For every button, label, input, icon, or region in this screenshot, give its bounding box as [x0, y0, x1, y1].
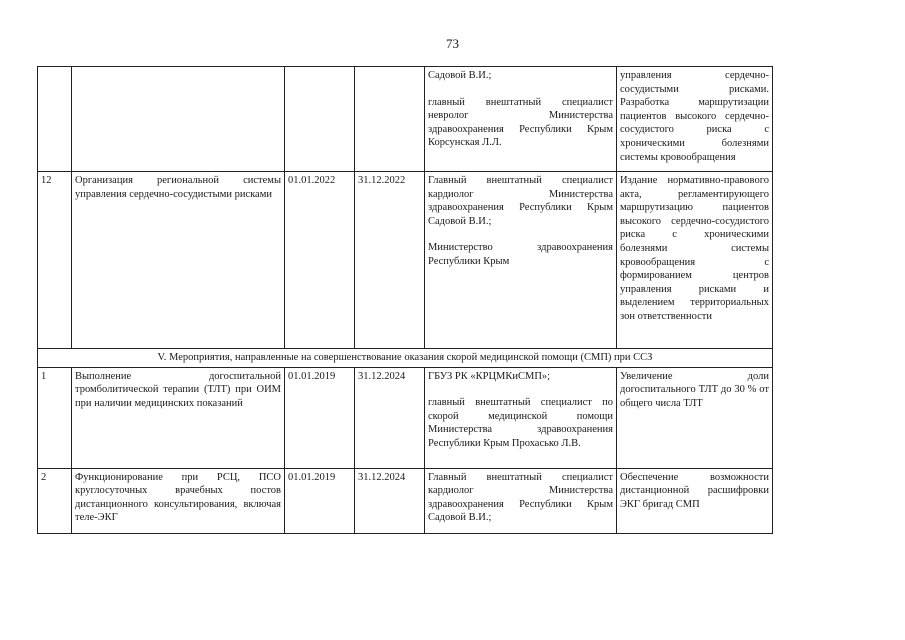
table-row — [38, 468, 773, 533]
expected-result: Обеспечение возможности дистанционной расшифровки ЭКГ бригад СМП — [617, 468, 773, 533]
responsible-primary: Садовой В.И.; — [428, 70, 492, 81]
expected-result: управления сердечно-сосудистыми рисками. Разработка маршрутизации пациентов высокого сердечно-сосудистого риска с хроническими болезнями системы кровообращения — [617, 67, 773, 172]
expected-result: Издание нормативно-правового акта, регламентирующего маршрутизацию пациентов высокого сердечно-сосудистого риска с хроническими болезнями системы кровообращения с формированием центров управления рисками и выделением территориальных зон ответственности — [617, 172, 773, 349]
table-row — [38, 172, 773, 349]
responsible-cell — [425, 367, 617, 468]
measure-name: Выполнение догоспитальной тромболитической терапии (ТЛТ) при ОИМ при наличии медицинских показаний — [72, 367, 285, 468]
row-number: 2 — [38, 468, 72, 533]
row-number: 12 — [38, 172, 72, 349]
table-row — [38, 67, 773, 172]
measure-name: Организация региональной системы управления сердечно-сосудистыми рисками — [72, 172, 285, 349]
end-date — [355, 67, 425, 172]
responsible-cell — [425, 172, 617, 349]
row-number: 1 — [38, 367, 72, 468]
start-date — [285, 67, 355, 172]
responsible-primary: Главный внештатный специалист кардиолог Министерства здравоохранения Республики Крым Садовой В.И.; — [428, 175, 613, 227]
responsible-secondary: главный внештатный специалист невролог Министерства здравоохранения Республики Крым Корсунская Л.Л. — [428, 96, 613, 149]
page-number: 73 — [446, 36, 459, 51]
section-title: V. Мероприятия, направленные на совершенствование оказания скорой медицинской помощи (СМП) при ССЗ — [38, 349, 773, 368]
start-date: 01.01.2022 — [285, 172, 355, 349]
responsible-cell — [425, 67, 617, 172]
responsible-secondary: Министерство здравоохранения Республики Крым — [428, 242, 613, 267]
end-date: 31.12.2022 — [355, 172, 425, 349]
start-date: 01.01.2019 — [285, 367, 355, 468]
table-row — [38, 367, 773, 468]
section-header-row — [38, 349, 773, 368]
responsible-primary: ГБУЗ РК «КРЦМКиСМП»; — [428, 370, 551, 382]
end-date: 31.12.2024 — [355, 367, 425, 468]
end-date: 31.12.2024 — [355, 468, 425, 533]
start-date: 01.01.2019 — [285, 468, 355, 533]
responsible-primary: Главный внештатный специалист кардиолог Министерства здравоохранения Республики Крым Садовой В.И.; — [428, 471, 613, 524]
measures-table — [37, 66, 773, 534]
responsible-cell — [425, 468, 617, 533]
responsible-secondary: главный внештатный специалист по скорой медицинской помощи Министерства здравоохранения Республики Крым Прохасько Л.В. — [428, 397, 613, 449]
measure-name: Функционирование при РСЦ, ПСО круглосуточных врачебных постов дистанционного консультирования, включая теле-ЭКГ — [72, 468, 285, 533]
expected-result: Увеличение доли догоспитального ТЛТ до 30 % от общего числа ТЛТ — [617, 367, 773, 468]
measure-name — [72, 67, 285, 172]
row-number — [38, 67, 72, 172]
